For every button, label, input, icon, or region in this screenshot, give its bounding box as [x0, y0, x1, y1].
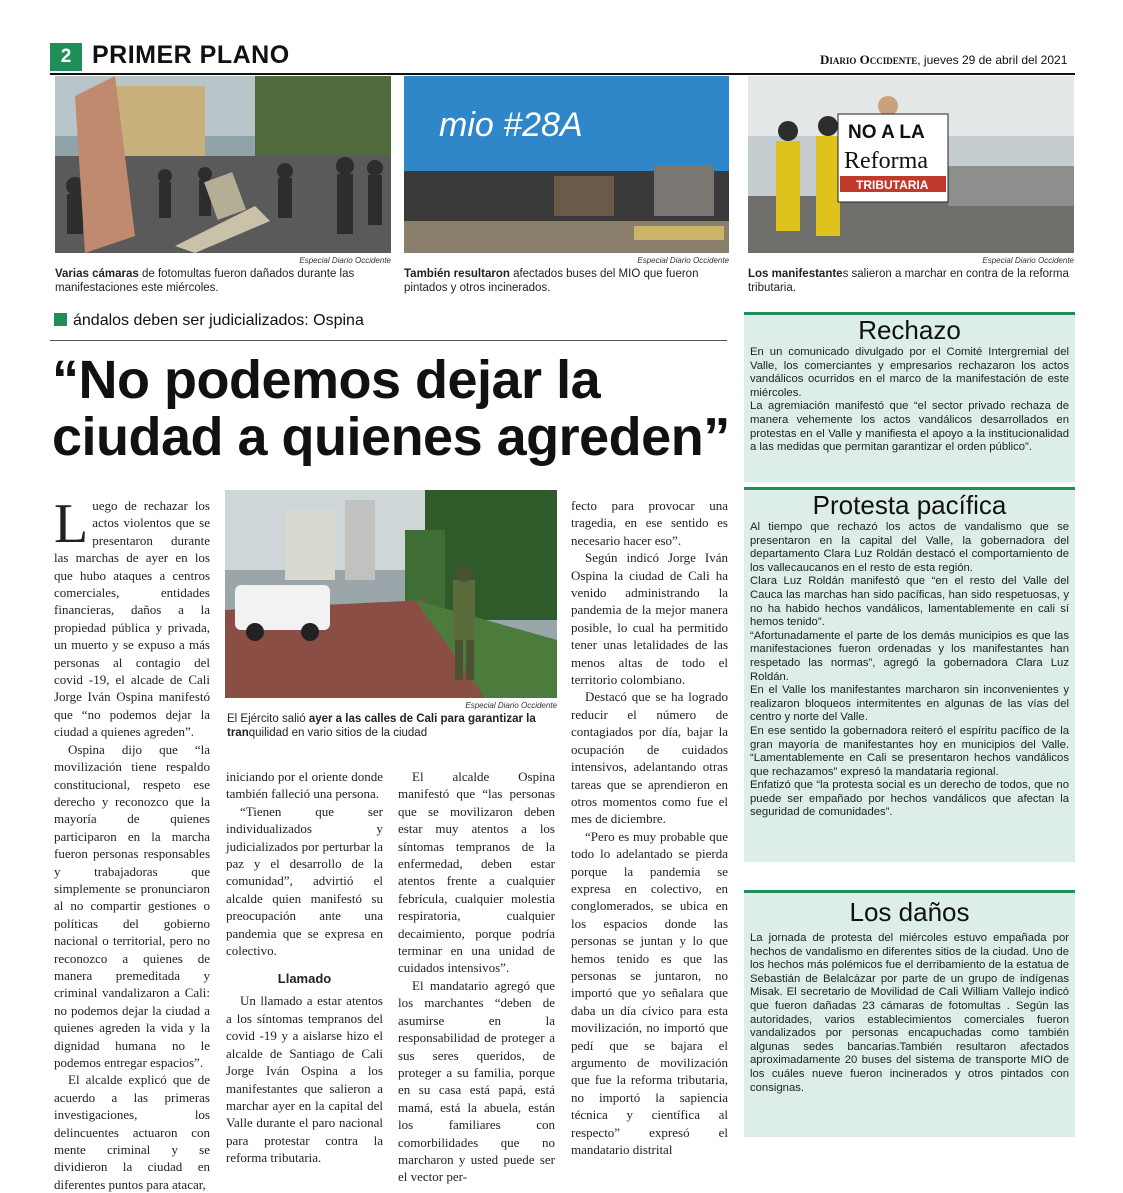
article-col3	[398, 768, 555, 1186]
article-para: “Tienen que ser individualizados y judicializados por perturbar la paz y el desarrollo de la comunidad”, advirtió el alcalde quien manifestó su preocupación ante una pandemia que se expresa en colectivo.	[226, 803, 383, 959]
photo1-caption-text: de fotomultas fueron dañados durante las manifestaciones este miércoles.	[55, 268, 355, 294]
article-para: iniciando por el oriente donde también falleció una persona.	[226, 769, 383, 802]
article-para: fecto para provocar una tragedia, en ese sentido es necesario hacer eso”.	[571, 498, 728, 548]
sign-line3: TRIBUTARIA	[856, 178, 929, 192]
sidebar-los-danos	[744, 890, 1075, 1137]
photo2-caption-text: afectados buses del MIO que fueron pintados y otros incinerados.	[404, 268, 699, 294]
article-col4	[571, 497, 728, 1158]
sign-line2: Reforma	[844, 148, 928, 174]
sidebar-para: La agremiación manifestó que “el sector privado rechaza de manera vehemente los actos vandálicos desarrollados en protestas en el Valle y manifiesta el apoyo a la institucionalidad a las medidas que permitan garantizar el orden público”.	[750, 400, 1069, 454]
article-para: “Pero es muy probable que todo lo adelantado se pierda porque la pandemia se expresa en colectivo, en conglomerados, se ubica en los espacios donde las personas se juntan y lo que hemos tenido es que las personas se juntaron, no importó que yo señalara que daba un día cívico para esta movilización, no importó que pedí que se bajara el argumento de movilización que fue la reforma tributaria, no importó la sapiencia técnica y científica al respecto” expresó el mandatario distrital	[571, 828, 728, 1158]
bus-graffiti: mio #28A	[439, 106, 583, 144]
photo1-caption	[55, 268, 391, 295]
page-number: 2	[50, 43, 82, 71]
sidebar-title: Los daños	[849, 897, 970, 927]
photo-protest-cameras	[55, 76, 391, 253]
sidebar-para: En el Valle los manifestantes marcharon sin inconvenientes y realizaron bloqueos intermitentes en algunas de las vías del centro y norte del Valle.	[750, 684, 1069, 724]
sidebar-para: En un comunicado divulgado por el Comité Intergremial del Valle, los comerciantes y empresarios rechazaron los actos vandálicos ocurridos en el marco de la manifestación de este miércoles.	[750, 346, 1069, 399]
article-para-text: uego de rechazar los actos violentos que se presentaron durante las marchas de ayer en los que hubo ataques a centros comerciales, entidades financieras, daños a la propiedad pública y privada, un muerto y se expuso a más personas al contagio del covid -19, el alcade de Cali Jorge Iván Ospina manifestó que “no podemos dejar la ciudad a quienes agreden”.	[54, 498, 210, 740]
sidebar-protesta-pacifica	[744, 487, 1075, 862]
article-para: Un llamado a estar atentos a los síntomas tempranos del covid -19 y a aislarse hizo el alcalde de Santiago de Cali Jorge Iván Ospina a los manifestantes que salieron a marchar ayer en la capital del Valle durante el paro nacional para protestar contra la reforma tributaria.	[226, 993, 383, 1166]
photo3-caption	[748, 268, 1074, 295]
photo3-credit: Especial Diario Occidente	[982, 256, 1074, 265]
photo-army-street	[225, 490, 557, 698]
article-para: Ospina dijo que “la movilización tiene respaldo constitucional, respeto ese derecho y reconozco que la mayoría de quienes participaron en la marcha fueron personas responsables y trabajadoras que simplemente se pronunciaron al no compartir gestiones o políticas del gobierno nacional o territorial, pero no reconozco a quienes de manera premeditada y criminal vandalizaron a Cali: no podemos dejar la ciudad a quienes agreden la vida y la dignidad humana no le podemos entregar espacios”.	[54, 741, 210, 1070]
sidebar-para: “Afortunadamente el parte de los demás municipios es que las manifestaciones fueron ordenadas y los manifestantes han respetado las normas”, agregó la gobernadora Clara Luz Roldán.	[750, 629, 1069, 683]
photo2-caption-lead: También resultaron	[404, 268, 510, 280]
dropcap: L	[54, 493, 89, 555]
article-para: El alcalde Ospina manifestó que “las personas que se movilizaron deben estar muy atentos a los síntomas tempranos de la enfermedad, deben estar atentos frente a cualquier febrícula, cualquier molestia respiratoria, cualquier decaimiento, porque podría terminar en una unidad de cuidados intensivos”.	[398, 769, 555, 976]
article-para: El mandatario agregó que los marchantes “deben de asumirse en la responsabilidad de proteger a sus seres queridos, de proteger a su familia, porque en su casa está papá, está mamá, está la abuela, están los familiares con comorbilidades que no marcharon y usted puede ser el vector per-	[398, 977, 555, 1185]
article-para: Según indicó Jorge Iván Ospina la ciudad de Cali ha venido administrando la pandemia de la mejor manera posible, lo cual ha permitido tener unas letalidades de las menos altas de todo el territorio colombiano.	[571, 550, 728, 688]
sidebar-body	[744, 346, 1075, 455]
photo-protest-cameras-image	[55, 76, 391, 253]
sidebar-para: Enfatizó que “la protesta social es un derecho de todos, que no puede ser empañado por hechos vandálicos que afectan la seguridad de comunidades”.	[750, 779, 1069, 819]
publication-name: Diario Occidente	[820, 52, 918, 67]
article-para	[54, 493, 210, 741]
photo-protest-sign-image	[748, 76, 1074, 253]
header-rule	[50, 73, 1075, 75]
photo-protest-sign	[748, 76, 1074, 253]
center-photo-caption	[227, 713, 557, 740]
center-caption-rest: quilidad en vario sitios de la ciudad	[248, 726, 428, 739]
sidebar-para: Al tiempo que rechazó los actos de vandalismo que se presentaron en la capital del Valle, la gobernadora del departamento Clara Luz Roldán destacó el comportamiento de los vallecaucanos en el resto de esta región.	[750, 521, 1069, 574]
sidebar-body	[744, 521, 1075, 820]
article-col2	[226, 768, 383, 1167]
headline: “No podemos dejar la ciudad a quienes agreden”	[52, 350, 730, 467]
sidebar-title: Protesta pacífica	[812, 490, 1007, 520]
article-col1	[54, 493, 210, 1193]
sidebar-para: Clara Luz Roldán manifestó que “en el resto del Valle del Cauca las marchas han sido pacíficas, han sido respetuosas, y no ha habido hechos vandálicos, lamentablemente en cali sí hemos tenido”.	[750, 575, 1069, 629]
center-caption-bold: ayer a las calles de Cali para garantizar la tran	[227, 713, 536, 739]
photo-army-street-image	[225, 490, 557, 698]
sidebar-para: En ese sentido la gobernadora reiteró el espíritu pacífico de la gran mayoría de manifestantes hoy en municipios del Valle. “Lamentablemente en Cali se presentaron hechos vandálicos que rechazamos” expresó la mandataria regional.	[750, 724, 1069, 778]
photo2-credit: Especial Diario Occidente	[637, 256, 729, 265]
kicker-marker	[54, 313, 67, 326]
sidebar-title: Rechazo	[858, 315, 961, 345]
article-para: El alcalde explicó que de acuerdo a las primeras investigaciones, los delincuentes actuaron con mente criminal y se dividieron la ciudad en diferentes puntos para atacar,	[54, 1072, 210, 1192]
center-photo-credit: Especial Diario Occidente	[465, 701, 557, 710]
photo-burned-bus-image	[404, 76, 729, 253]
issue-date: , jueves 29 de abril del 2021	[917, 53, 1068, 67]
center-caption-pre: El Ejército salió	[227, 713, 309, 725]
subhead-llamado: Llamado	[277, 971, 332, 987]
photo2-caption	[404, 268, 729, 295]
photo3-caption-text: s salieron a marchar en contra de la reforma tributaria.	[748, 268, 1069, 294]
sidebar-para: La jornada de protesta del miércoles estuvo empañada por hechos de vandalismo en diferentes sitios de la ciudad. Uno de los hechos más polémicos fue el derribamiento de la estatua de Sebastián de Belalcázar por parte de un grupo de indígenas Misak. El secretario de Movilidad de Cali William Vallejo indicó que fueron dañadas 23 cámaras de fotomultas . Según las autoridades, varios establecimientos comerciales fueron vandalizados por personas encapuchadas como también algunas sedes bancarias.También resultaron afectados aproximadamente 20 buses del sistema de transporte MIO de los cuáles nueve fueron incinerados y otros pintados con consignas.	[750, 932, 1070, 1094]
dateline	[820, 52, 1067, 68]
kicker-text: ándalos deben ser judicializados: Ospina	[73, 312, 364, 329]
section-title: PRIMER PLANO	[92, 41, 290, 69]
sidebar-rechazo	[744, 312, 1075, 482]
sign-line1: NO A LA	[848, 122, 925, 143]
sidebar-body	[744, 932, 1075, 1095]
article-para: Destacó que se ha logrado reducir el número de contagiados por día, bajar la ocupación de cuidados intensivos, adelantando otras tareas que se aprendieron en otros momentos como fue el mes de diciembre.	[571, 689, 728, 827]
photo1-credit: Especial Diario Occidente	[299, 256, 391, 265]
kicker	[54, 312, 364, 330]
photo-burned-bus	[404, 76, 729, 253]
photo1-caption-lead: Varias cámaras	[55, 268, 139, 280]
kicker-rule	[50, 340, 727, 341]
photo3-caption-lead: Los manifestante	[748, 268, 843, 280]
